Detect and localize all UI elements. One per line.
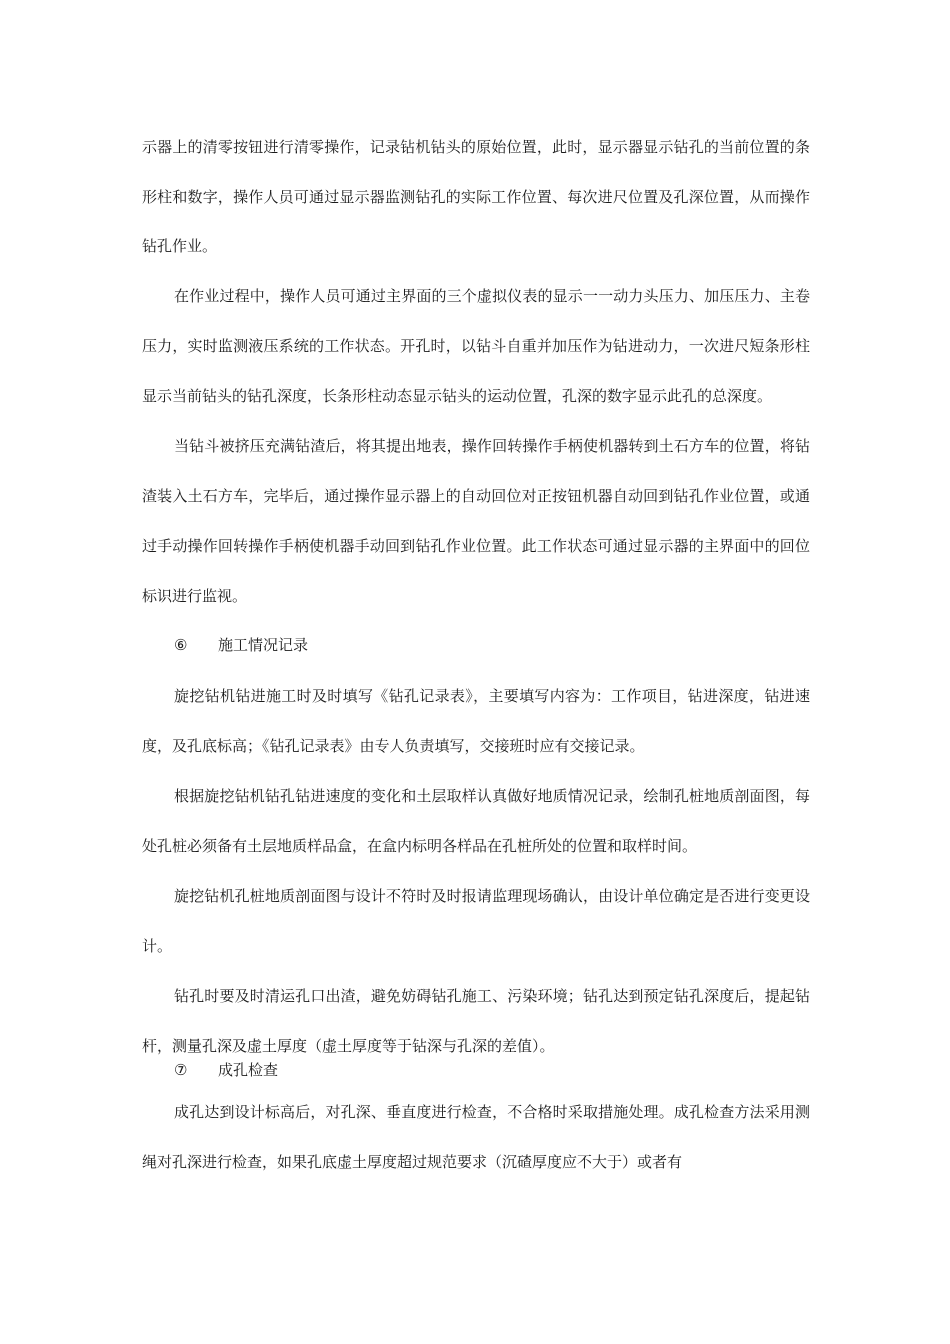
section-heading bbox=[174, 1060, 278, 1080]
paragraph-line: 示器上的清零按钮进行清零操作，记录钻机钻头的原始位置，此时，显示器显示钻孔的当前位置的条 bbox=[142, 138, 810, 156]
paragraph-line: 标识进行监视。 bbox=[142, 587, 248, 605]
paragraph-line: 在作业过程中，操作人员可通过主界面的三个虚拟仪表的显示一一动力头压力、加压压力、主卷 bbox=[174, 287, 810, 305]
paragraph-line: 处孔桩必须备有土层地质样品盒，在盒内标明各样品在孔桩所处的位置和取样时间。 bbox=[142, 837, 698, 855]
paragraph-line: 根据旋挖钻机钻孔钻进速度的变化和土层取样认真做好地质情况记录，绘制孔桩地质剖面图，每 bbox=[174, 787, 810, 805]
paragraph-line: 当钻斗被挤压充满钻渣后，将其提出地表，操作回转操作手柄使机器转到土石方车的位置，将钻 bbox=[174, 437, 810, 455]
section-heading bbox=[174, 635, 308, 655]
paragraph-line: 形柱和数字，操作人员可通过显示器监测钻孔的实际工作位置、每次进尺位置及孔深位置，从而操作 bbox=[142, 188, 810, 206]
section-number: ⑥ bbox=[174, 636, 188, 654]
paragraph-line: 压力，实时监测液压系统的工作状态。开孔时，以钻斗自重并加压作为钻进动力，一次进尺短条形柱 bbox=[142, 337, 810, 355]
paragraph-line: 成孔达到设计标高后，对孔深、垂直度进行检查，不合格时采取措施处理。成孔检查方法采用测 bbox=[174, 1103, 810, 1121]
section-number: ⑦ bbox=[174, 1061, 188, 1079]
paragraph-line: 显示当前钻头的钻孔深度，长条形柱动态显示钻头的运动位置，孔深的数字显示此孔的总深度。 bbox=[142, 387, 773, 405]
paragraph-line: 过手动操作回转操作手柄使机器手动回到钻孔作业位置。此工作状态可通过显示器的主界面中的回位 bbox=[142, 537, 810, 555]
paragraph-line: 绳对孔深进行检查，如果孔底虚土厚度超过规范要求（沉碴厚度应不大于）或者有 bbox=[142, 1153, 683, 1171]
paragraph-line: 钻孔时要及时清运孔口出渣，避免妨碍钻孔施工、污染环境；钻孔达到预定钻孔深度后，提起钻 bbox=[174, 987, 810, 1005]
paragraph-line: 旋挖钻机钻进施工时及时填写《钻孔记录表》，主要填写内容为：工作项目，钻进深度，钻进速 bbox=[174, 687, 810, 705]
paragraph-line: 计。 bbox=[142, 937, 173, 955]
section-title: 成孔检查 bbox=[218, 1061, 279, 1079]
paragraph-line: 度，及孔底标高；《钻孔记录表》由专人负责填写，交接班时应有交接记录。 bbox=[142, 737, 645, 755]
section-title: 施工情况记录 bbox=[218, 636, 309, 654]
paragraph-line: 杆，测量孔深及虚土厚度（虚土厚度等于钻深与孔深的差值）。 bbox=[142, 1037, 555, 1055]
paragraph-line: 钻孔作业。 bbox=[142, 237, 218, 255]
paragraph-line: 旋挖钻机孔桩地质剖面图与设计不符时及时报请监理现场确认，由设计单位确定是否进行变更设 bbox=[174, 887, 810, 905]
paragraph-line: 渣装入土石方车，完毕后，通过操作显示器上的自动回位对正按钮机器自动回到钻孔作业位置，或通 bbox=[142, 487, 810, 505]
